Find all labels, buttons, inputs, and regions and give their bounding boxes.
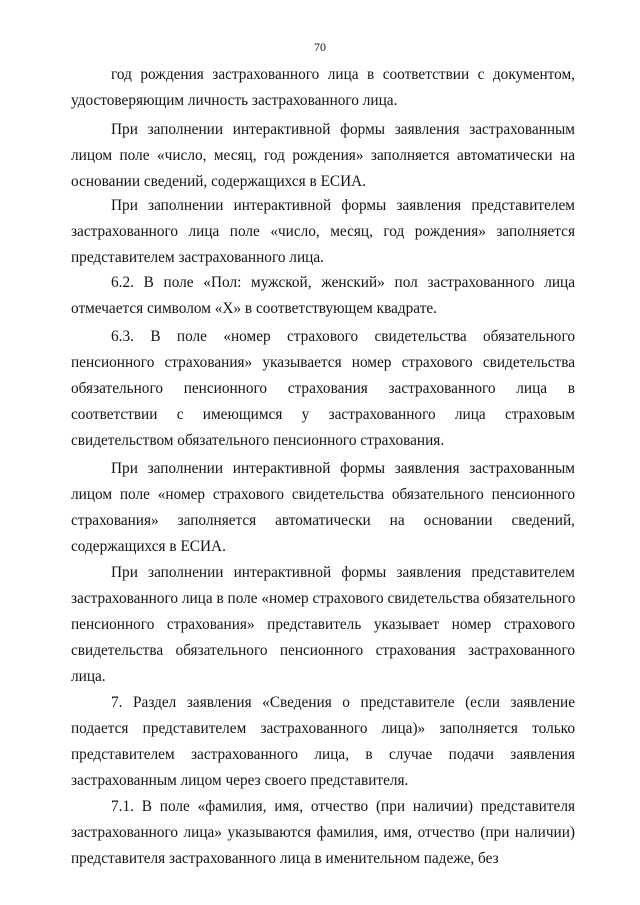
text-line: застрахованного лица в поле «номер страхового свидетельства обязательного [71, 590, 576, 607]
text-line: свидетельства обязательного пенсионного страхования застрахованного [71, 642, 575, 659]
page-number: 70 [314, 40, 326, 54]
text-line: подается представителем застрахованного лица)» заполняется только [71, 720, 575, 737]
text-line: застрахованным лицом через своего представителя. [71, 772, 409, 789]
text-line: 7.1. В поле «фамилия, имя, отчество (при наличии) представителя [111, 798, 575, 815]
text-line: удостоверяющим личность застрахованного лица. [71, 92, 398, 109]
text-line: обязательного пенсионного страхования застрахованного лица в [71, 380, 575, 397]
text-line: представителя застрахованного лица в именительном падеже, без [71, 850, 499, 867]
text-line: соответствии с имеющимся у застрахованного лица страховым [71, 406, 575, 423]
text-line: 6.3. В поле «номер страхового свидетельства обязательного [111, 328, 575, 345]
text-line: представителем застрахованного лица, в случае подачи заявления [71, 746, 575, 763]
text-line: лицом поле «номер страхового свидетельства обязательного пенсионного [71, 486, 575, 503]
text-line: При заполнении интерактивной формы заявления представителем [111, 197, 575, 214]
text-line: основании сведений, содержащихся в ЕСИА. [71, 173, 367, 190]
text-line: страхования» заполняется автоматически на основании сведений, [71, 512, 575, 529]
text-line: лицом поле «число, месяц, год рождения» заполняется автоматически на [71, 147, 575, 164]
text-line: застрахованного лица» указываются фамилия, имя, отчество (при наличии) [71, 824, 575, 841]
text-line: При заполнении интерактивной формы заявления застрахованным [111, 460, 575, 477]
text-line: пенсионного страхования» представитель указывает номер страхового [71, 616, 575, 633]
text-line: 7. Раздел заявления «Сведения о представителе (если заявление [111, 694, 575, 711]
text-line: свидетельством обязательного пенсионного страхования. [71, 432, 445, 449]
text-line: застрахованного лица поле «число, месяц, год рождения» заполняется [71, 223, 575, 240]
text-line: год рождения застрахованного лица в соответствии с документом, [111, 66, 575, 83]
text-line: При заполнении интерактивной формы заявления застрахованным [111, 121, 575, 138]
text-line: 6.2. В поле «Пол: мужской, женский» пол застрахованного лица [111, 274, 575, 291]
text-line: При заполнении интерактивной формы заявления представителем [111, 564, 575, 581]
text-line: отмечается символом «Х» в соответствующем квадрате. [71, 300, 437, 317]
text-line: пенсионного страхования» указывается номер страхового свидетельства [71, 354, 575, 371]
text-line: представителем застрахованного лица. [71, 249, 324, 266]
text-line: лица. [71, 668, 106, 685]
text-line: содержащихся в ЕСИА. [71, 538, 226, 555]
